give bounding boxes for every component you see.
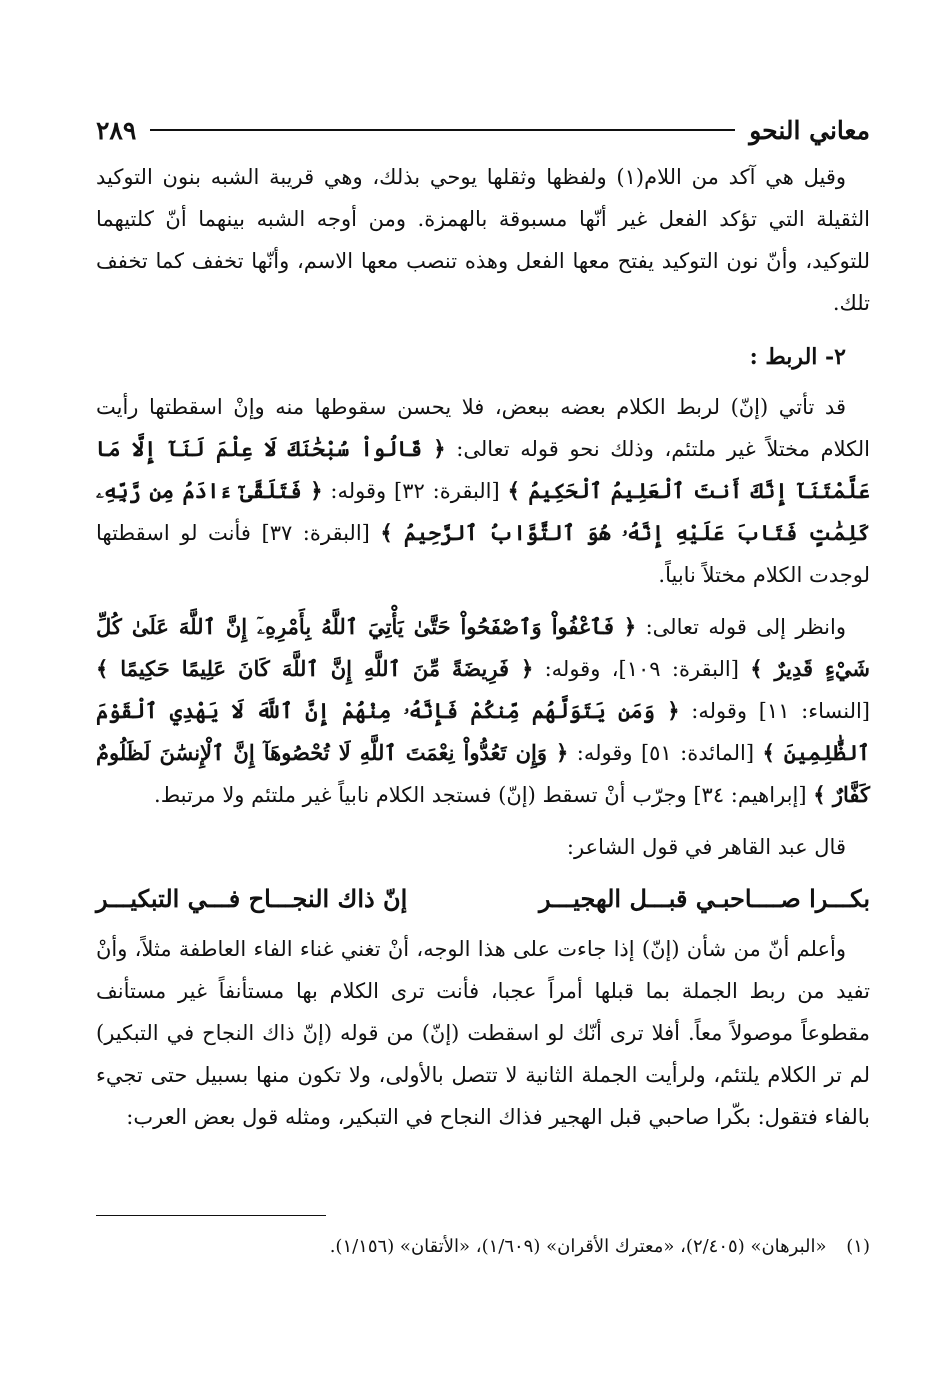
paragraph-gap [96,596,870,606]
quran-verse-2: ﴿ فَتَلَقَّىٰٓ ءَادَمُ مِن رَّبِّهِۦ كَلِمَٰتٍ فَتَابَ عَلَيْهِ إِنَّهُۥ هُوَ ٱلتَّوَّابُ ٱلرَّحِيمُ ﴾ [96,478,870,545]
paragraph-gap [96,816,870,826]
paragraph-2-text-b: [البقرة: ٣٢] وقوله: [322,479,508,503]
running-title: معاني النحو [749,115,870,145]
paragraph-1: وقيل هي آكد من اللام(١) ولفظها وثقلها يوحي بذلك، وهي قريبة الشبه بنون التوكيد الثقيلة التي تؤكد الفعل غير أنّها مسبوقة بالهمزة. ومن أوجه الشبه بينهما أنّ كلتيهما للتوكيد، وأنّ نون التوكيد يفتح معها الفعل وهذه تنصب معها الاسم، وأنّها تخفف كما تخفف تلك. [96,165,870,315]
paragraph-3-text-d: [المائدة: ٥١] وقوله: [568,741,763,765]
body-text [96,156,870,1138]
poetry-verse [96,874,870,924]
paragraph-2 [96,386,870,596]
paragraph-2-text-c: [البقرة: ٣٧] فأنت لو اسقطتها لوجدت الكلام مختلاً نابياً. [96,521,870,587]
verse-second-hemistich: إنّ ذاك النجـــاح فـــي التبكيـــر [96,884,408,913]
footnote-rule [96,1215,326,1216]
section-heading: ٢- الربط : [749,344,846,370]
paragraph-3 [96,606,870,816]
footnote-text: «البرهان» (٢/٤٠٥)، «معترك الأقران» (١/٦٠٩)، «الأتقان» (١/١٥٦). [329,1236,827,1257]
page-header [96,108,870,152]
page-number: ٢٨٩ [96,115,137,145]
paragraph-3-text-a: وانظر إلى قوله تعالى: [636,615,846,639]
paragraph-5: وأعلم أنّ من شأن (إنّ) إذا جاءت على هذا الوجه، أنْ تغني غناء الفاء العاطفة مثلاً، وأنْ تفيد من ربط الجملة بما قبلها أمراً عجبا، فأنت ترى الكلام بها مستأنفاً غير مستأنف مقطوعاً موصولاً معاً. أفلا ترى أنّك لو اسقطت (إنّ) من قوله (إنّ ذاك النجاح في التبكير) لم تر الكلام يلتئم، ولرأيت الجملة الثانية لا تتصل بالأولى، ولا تكون منها بسبيل حتى تجيء بالفاء فتقول: بكّرا صاحبي قبل الهجير فذاك النجاح في التبكير، ومثله قول بعض العرب: [96,937,870,1129]
quran-verse-4: ﴿ فَرِيضَةً مِّنَ ٱللَّهِ إِنَّ ٱللَّهَ كَانَ عَلِيمًا حَكِيمًا ﴾ [96,656,534,681]
quran-verse-6: ﴿ وَإِن تَعُدُّواْ نِعْمَتَ ٱللَّهِ لَا تُحْصُوهَآ إِنَّ ٱلْإِنسَٰنَ لَظَلُومٌ كَفَّارٌ ﴾ [96,740,870,807]
paragraph-2-text-a: قد تأتي (إنّ) لربط الكلام بعضه ببعض، فلا يحسن سقوطها منه وإنْ اسقطتها رأيت الكلام مختلاً غير ملتئم، وذلك نحو قوله تعالى: [96,395,870,461]
paragraph-3-text-b: [البقرة: ١٠٩]، وقوله: [533,657,751,681]
paragraph-4: قال عبد القاهر في قول الشاعر: [566,835,846,859]
paragraph-3-text-c: [النساء: ١١] وقوله: [679,699,871,723]
verse-first-hemistich: بكـــرا صــــاحبـي قبـــل الهجيـــر [538,884,870,913]
header-rule [150,129,735,131]
book-page [96,108,870,1358]
quran-verse-3: ﴿ فَٱعْفُواْ وَٱصْفَحُواْ حَتَّىٰ يَأْتِيَ ٱللَّهُ بِأَمْرِهِۦٓ إِنَّ ٱللَّهَ عَلَىٰ كُلِّ شَيْءٍ قَدِيرٌ ﴾ [96,614,870,681]
quran-verse-1: ﴿ قَالُواْ سُبْحَٰنَكَ لَا عِلْمَ لَنَآ إِلَّا مَا عَلَّمْتَنَآ إِنَّكَ أَنتَ ٱلْعَلِيمُ ٱلْحَكِيمُ ﴾ [96,436,870,503]
quran-verse-5: ﴿ وَمَن يَتَوَلَّهُم مِّنكُمْ فَإِنَّهُۥ مِنْهُمْ إِنَّ ٱللَّهَ لَا يَهْدِي ٱلْقَوْمَ ٱلظَّٰلِمِينَ ﴾ [96,698,870,765]
paragraph-3-text-e: [إبراهيم: ٣٤] وجرّب أنْ تسقط (إنّ) فستجد الكلام نابياً غير ملتئم ولا مرتبط. [154,783,814,807]
footnote [96,1232,870,1262]
footnote-number: (١) [846,1236,870,1257]
